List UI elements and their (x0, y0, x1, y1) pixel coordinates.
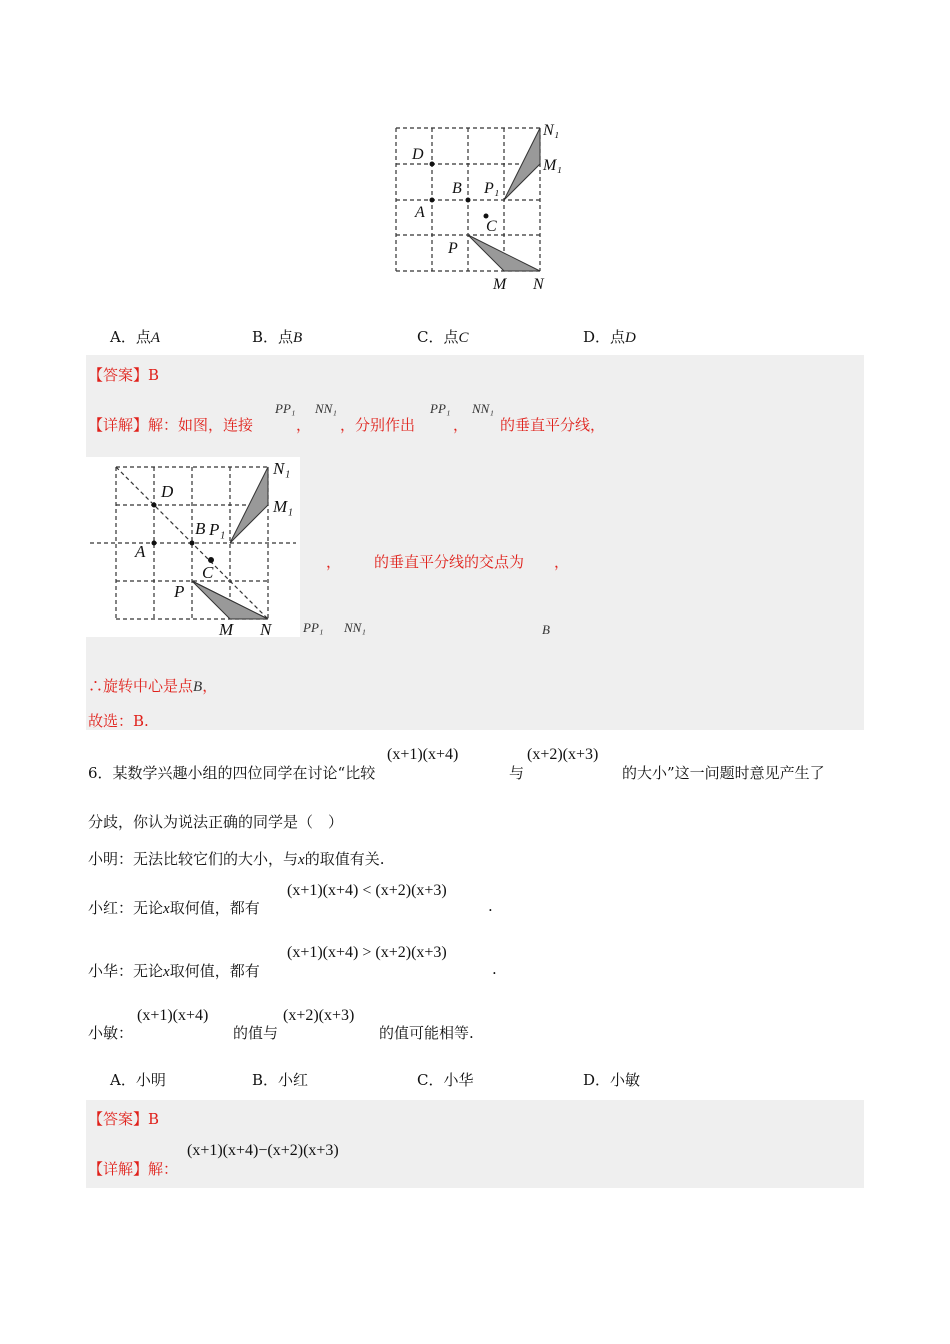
label-P1: P₁ (484, 180, 500, 197)
label2-B: B (195, 519, 206, 538)
q6-xiaohua-expr: (x+1)(x+4) > (x+2)(x+3) (287, 944, 447, 961)
q5-option-b[interactable]: B．点B (252, 328, 303, 346)
q6-expr1: (x+1)(x+4) (387, 746, 459, 763)
q5-comma-b: ， (453, 416, 469, 434)
q6-xiaomin-mid: 的值与 (233, 1024, 279, 1042)
q5-bottom-nn1: NN₁ (344, 620, 366, 635)
q6-xiaohua-dot: . (492, 960, 497, 978)
label-N: N (533, 276, 544, 293)
label-D: D (412, 146, 424, 163)
q6-xiaomin-end: 的值可能相等. (379, 1024, 474, 1042)
q6-stem-part3: 分歧，你认为说法正确的同学是（ ） (88, 813, 344, 831)
q5-option-c[interactable]: C．点C (417, 328, 469, 346)
label2-M1: M₁ (273, 497, 294, 516)
q5-comma: ， (296, 416, 312, 434)
q5-mid-comma2: ， (554, 553, 570, 571)
q5-option-a[interactable]: A．点A (110, 328, 161, 346)
label2-N1: N₁ (273, 459, 291, 478)
q6-option-c[interactable]: C．小华 (417, 1071, 474, 1089)
q6-option-d[interactable]: D．小敏 (583, 1071, 641, 1089)
label-A: A (415, 204, 425, 221)
q6-option-a[interactable]: A．小明 (110, 1071, 166, 1089)
q6-yu: 与 (509, 764, 525, 782)
q6-option-b[interactable]: B．小红 (252, 1071, 309, 1089)
label2-D: D (161, 482, 174, 501)
q5-detail-label: 【详解】解：如图，连接 (88, 416, 254, 434)
q6-stem-part2: 的大小”这一问题时意见产生了 (622, 764, 825, 782)
label-P: P (448, 240, 458, 257)
q5-seg-nn1: NN₁ (315, 401, 337, 416)
q6-xiaoming: 小明：无法比较它们的大小，与x的取值有关. (88, 850, 385, 868)
label2-C: C (202, 563, 214, 582)
label2-P: P (174, 582, 185, 601)
q6-detail-expr: (x+1)(x+4)−(x+2)(x+3) (187, 1142, 339, 1159)
q6-expr2: (x+2)(x+3) (527, 746, 599, 763)
label2-M: M (219, 620, 234, 637)
label-M: M (493, 276, 507, 293)
label2-A: A (135, 542, 146, 561)
label-M1: M₁ (543, 157, 562, 174)
q5-conclusion: ∴旋转中心是点B， (88, 677, 218, 695)
q5-option-d[interactable]: D．点D (583, 328, 636, 346)
label-C: C (486, 218, 497, 235)
rotation-figure (385, 118, 585, 298)
q6-xiaomin-expr2: (x+2)(x+3) (283, 1007, 355, 1024)
q5-bottom-b: B (542, 622, 550, 637)
q5-mid-comma1: ， (326, 553, 342, 571)
solution-figure (86, 457, 300, 637)
q6-stem-part1: 6．某数学兴趣小组的四位同学在讨论“比较 (88, 764, 376, 782)
q5-answer: 【答案】B (88, 366, 160, 384)
q5-bottom-pp1: PP₁ (303, 620, 324, 635)
q5-choose: 故选：B. (88, 712, 149, 730)
q5-seg-pp1: PP₁ (275, 401, 296, 416)
q5-seg-pp1-b: PP₁ (430, 401, 451, 416)
q6-xiaomin-expr1: (x+1)(x+4) (137, 1007, 209, 1024)
label-B: B (452, 180, 462, 197)
q6-xiaohong-dot: . (488, 897, 493, 915)
q5-detail-end: 的垂直平分线， (500, 416, 606, 434)
q5-seg-nn1-b: NN₁ (472, 401, 494, 416)
q6-xiaohua: 小华：无论x取何值，都有 (88, 962, 260, 980)
q5-detail-mid: ，分别作出 (340, 416, 416, 434)
q5-mid-text: 的垂直平分线的交点为 (374, 553, 525, 571)
q6-answer: 【答案】B (88, 1110, 160, 1128)
label2-N: N (260, 620, 272, 637)
q6-xiaohong: 小红：无论x取何值，都有 (88, 899, 260, 917)
label2-P1: P₁ (209, 520, 226, 539)
q6-xiaomin-prefix: 小敏： (88, 1024, 134, 1042)
q6-detail-label: 【详解】解： (88, 1160, 179, 1178)
label-N1: N₁ (543, 122, 560, 139)
q6-xiaohong-expr: (x+1)(x+4) < (x+2)(x+3) (287, 882, 447, 899)
